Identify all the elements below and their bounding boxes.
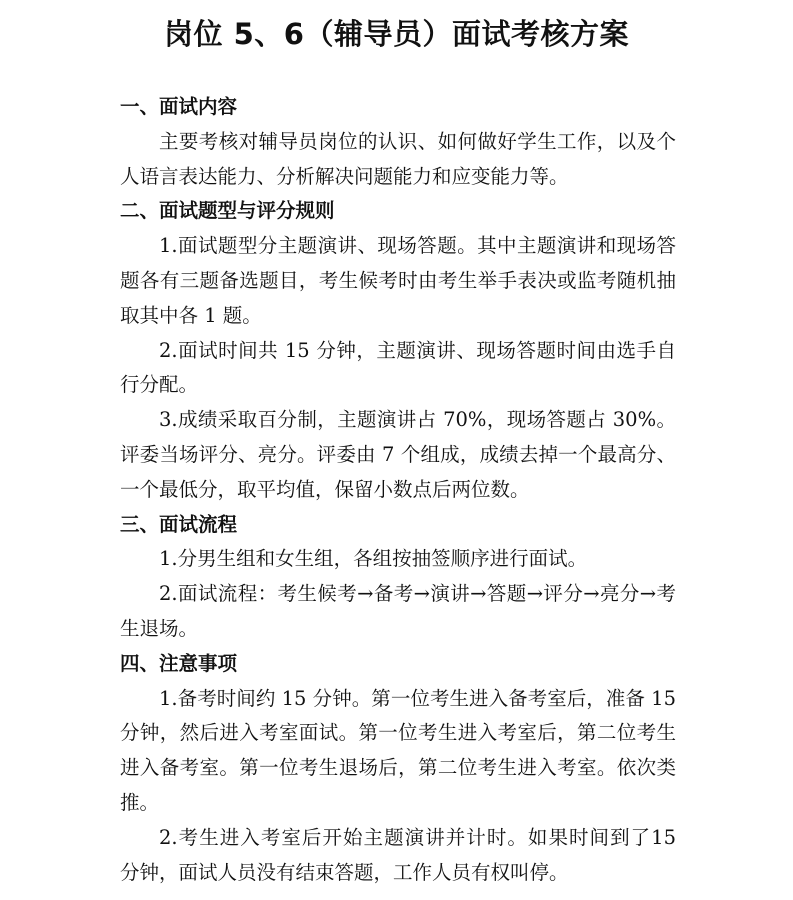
paragraph: 1.备考时间约 15 分钟。第一位考生进入备考室后，准备 15 分钟，然后进入考室面试。第一位考生进入考室后，第二位考生进入备考室。第一位考生退场后，第二位考生进入考室。依次类推。 (120, 686, 676, 814)
paragraph: 2.面试流程：考生候考→备考→演讲→答题→评分→亮分→考生退场。 (120, 582, 676, 640)
section-heading-question-types-scoring: 二、面试题型与评分规则 (120, 199, 335, 223)
section-heading-interview-process: 三、面试流程 (120, 512, 238, 536)
paragraph: 2.面试时间共 15 分钟，主题演讲、现场答题时间由选手自行分配。 (120, 338, 676, 397)
paragraph: 主要考核对辅导员岗位的认识、如何做好学生工作，以及个人语言表达能力、分析解决问题能力和应变能力等。 (120, 129, 676, 188)
page-title: 岗位 5、6（辅导员）面试考核方案 (164, 17, 629, 51)
paragraph: 3.成绩采取百分制，主题演讲占 70%，现场答题占 30%。评委当场评分、亮分。评委由 7 个组成，成绩去掉一个最高分、一个最低分，取平均值，保留小数点后两位数。 (120, 408, 676, 501)
document-body (120, 90, 676, 890)
section-heading-notes: 四、注意事项 (120, 651, 238, 675)
paragraph: 1.面试题型分主题演讲、现场答题。其中主题演讲和现场答题各有三题备选题目，考生候考时由考生举手表决或监考随机抽取其中各 1 题。 (120, 234, 676, 327)
paragraph: 2.考生进入考室后开始主题演讲并计时。如果时间到了15 分钟，面试人员没有结束答题，工作人员有权叫停。 (120, 825, 676, 884)
section-heading-interview-content: 一、面试内容 (120, 95, 238, 118)
paragraph: 1.分男生组和女生组，各组按抽签顺序进行面试。 (159, 547, 588, 571)
